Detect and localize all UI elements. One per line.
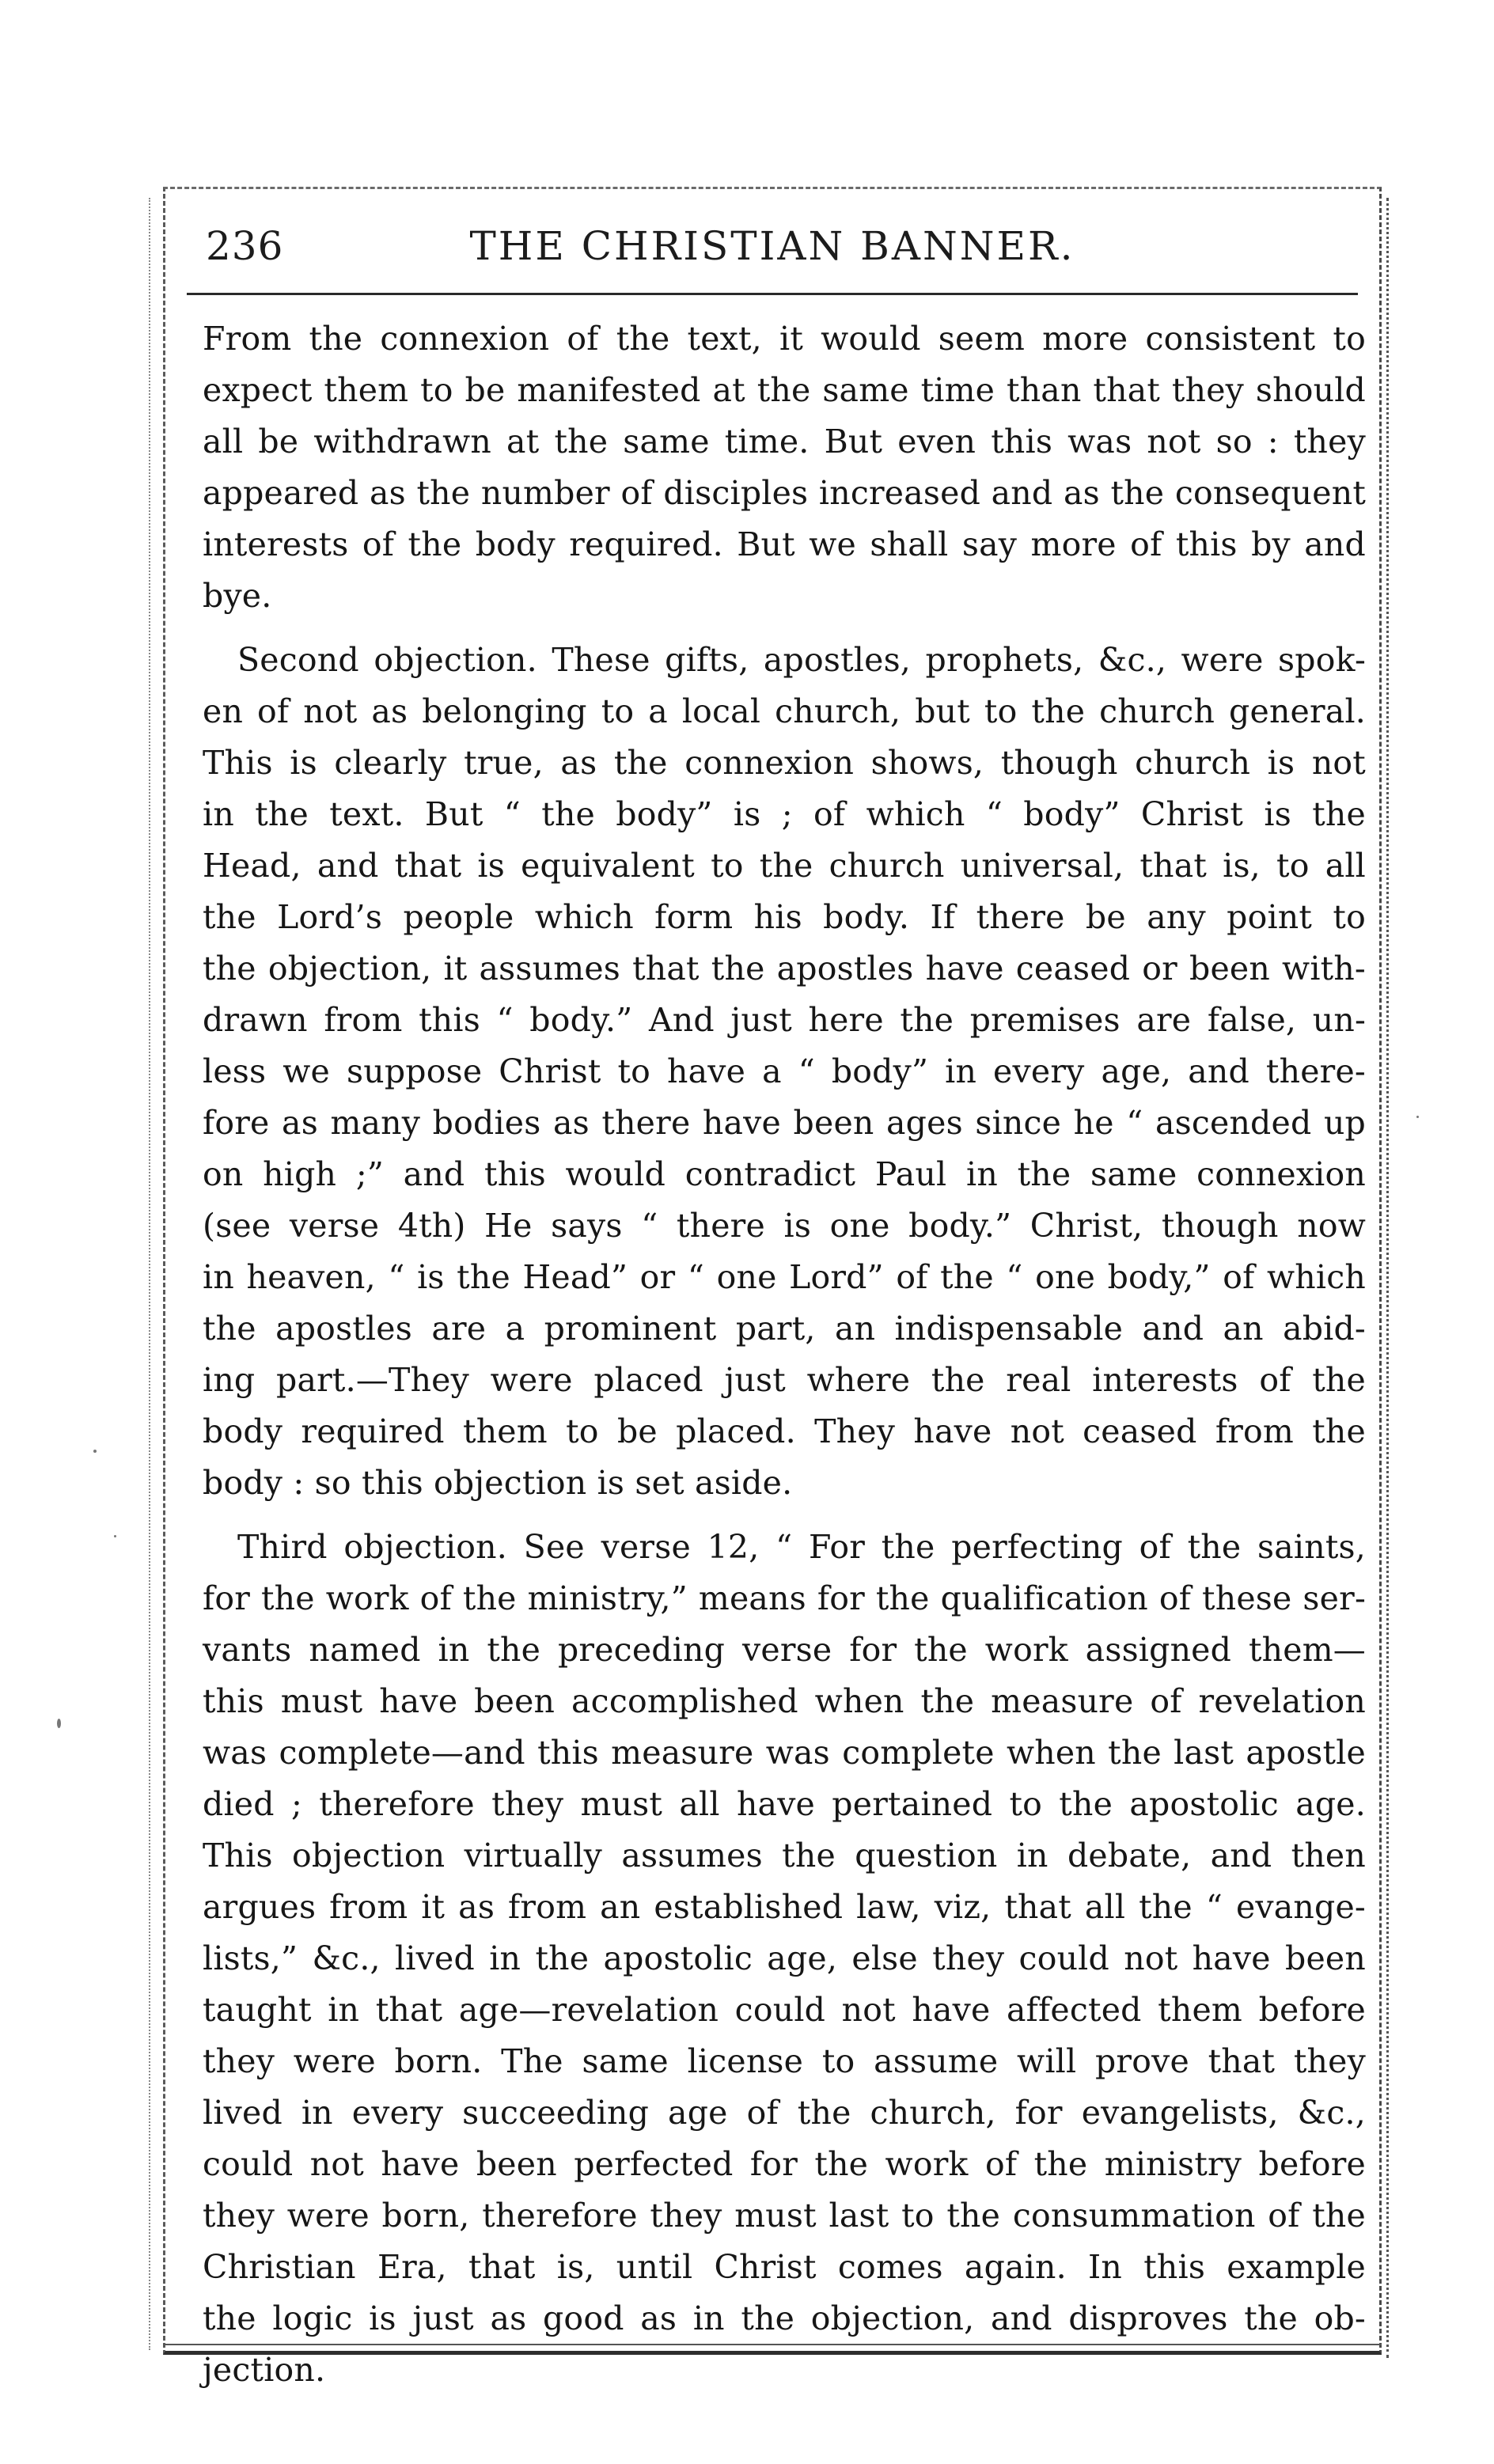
body-text: [203, 313, 1366, 2409]
text-line: interests of the body required. But we shall say more of this by and: [203, 525, 1366, 563]
text-line: the logic is just as good as in the objection, and disproves the ob-: [203, 2299, 1366, 2337]
text-line: the objection, it assumes that the apostles have ceased or been with-: [203, 950, 1366, 987]
page-border-left-dots: [149, 198, 150, 2350]
text-line: argues from it as from an established law, viz, that all the “ evange-: [203, 1888, 1366, 1926]
text-line: in the text. But “ the body” is ; of which “ body” Christ is the: [203, 795, 1366, 833]
text-line: en of not as belonging to a local church, but to the church general.: [203, 692, 1366, 730]
scan-speck: [114, 1535, 116, 1537]
text-line: all be withdrawn at the same time. But even this was not so : they: [203, 423, 1366, 461]
header-rule: [187, 293, 1358, 295]
text-line: Second objection. These gifts, apostles, prophets, &c., were spok-: [237, 641, 1366, 679]
text-line: lived in every succeeding age of the church, for evangelists, &c.,: [203, 2094, 1366, 2132]
text-line: for the work of the ministry,” means for the qualification of these ser-: [203, 1579, 1366, 1617]
scan-speck: [1416, 1116, 1419, 1118]
paragraph: [203, 1522, 1366, 2396]
text-line: they were born, therefore they must last to the consummation of the: [203, 2197, 1366, 2235]
text-line: less we suppose Christ to have a “ body” in every age, and there-: [203, 1052, 1366, 1090]
scan-speck: [93, 1450, 97, 1453]
running-head: [187, 223, 1358, 286]
paragraph: [203, 313, 1366, 622]
text-line: on high ;” and this would contradict Paul in the same connexion: [203, 1155, 1366, 1193]
page-border-right-dots: [1386, 198, 1389, 2358]
text-line: they were born. The same license to assume will prove that they: [203, 2042, 1366, 2080]
text-line: was complete—and this measure was complete when the last apostle: [203, 1734, 1366, 1772]
text-line: This is clearly true, as the connexion shows, though church is not: [203, 744, 1366, 782]
text-line: died ; therefore they must all have pertained to the apostolic age.: [203, 1785, 1366, 1823]
scan-speck: [57, 1719, 61, 1728]
text-line: body required them to be placed. They have not ceased from the: [203, 1412, 1366, 1450]
text-line: bye.: [203, 577, 272, 615]
text-line: fore as many bodies as there have been ages since he “ ascended up: [203, 1104, 1366, 1142]
paragraph: [203, 635, 1366, 1509]
text-line: ing part.—They were placed just where the real interests of the: [203, 1361, 1366, 1399]
text-line: body : so this objection is set aside.: [203, 1464, 793, 1502]
text-line: appeared as the number of disciples increased and as the consequent: [203, 474, 1366, 512]
text-line: (see verse 4th) He says “ there is one body.” Christ, though now: [203, 1207, 1366, 1245]
text-line: taught in that age—revelation could not have affected them before: [203, 1991, 1366, 2029]
text-line: jection.: [203, 2351, 326, 2389]
page-title: THE CHRISTIAN BANNER.: [469, 223, 1075, 269]
text-line: in heaven, “ is the Head” or “ one Lord” of the “ one body,” of which: [203, 1258, 1366, 1296]
text-line: this must have been accomplished when the measure of revelation: [203, 1682, 1366, 1720]
text-line: the Lord’s people which form his body. If there be any point to: [203, 898, 1366, 936]
text-line: This objection virtually assumes the question in debate, and then: [203, 1837, 1366, 1875]
text-line: From the connexion of the text, it would seem more consistent to: [203, 320, 1366, 358]
page-number: 236: [206, 223, 284, 269]
text-line: the apostles are a prominent part, an indispensable and an abid-: [203, 1310, 1366, 1348]
text-line: Head, and that is equivalent to the church universal, that is, to all: [203, 847, 1366, 885]
text-line: lists,” &c., lived in the apostolic age, else they could not have been: [203, 1939, 1366, 1977]
text-line: vants named in the preceding verse for the work assigned them—: [203, 1631, 1366, 1669]
text-line: Third objection. See verse 12, “ For the perfecting of the saints,: [237, 1528, 1366, 1566]
text-line: expect them to be manifested at the same time than that they should: [203, 371, 1366, 409]
text-line: Christian Era, that is, until Christ comes again. In this example: [203, 2248, 1366, 2286]
text-line: drawn from this “ body.” And just here the premises are false, un-: [203, 1001, 1366, 1039]
text-line: could not have been perfected for the work of the ministry before: [203, 2145, 1366, 2183]
